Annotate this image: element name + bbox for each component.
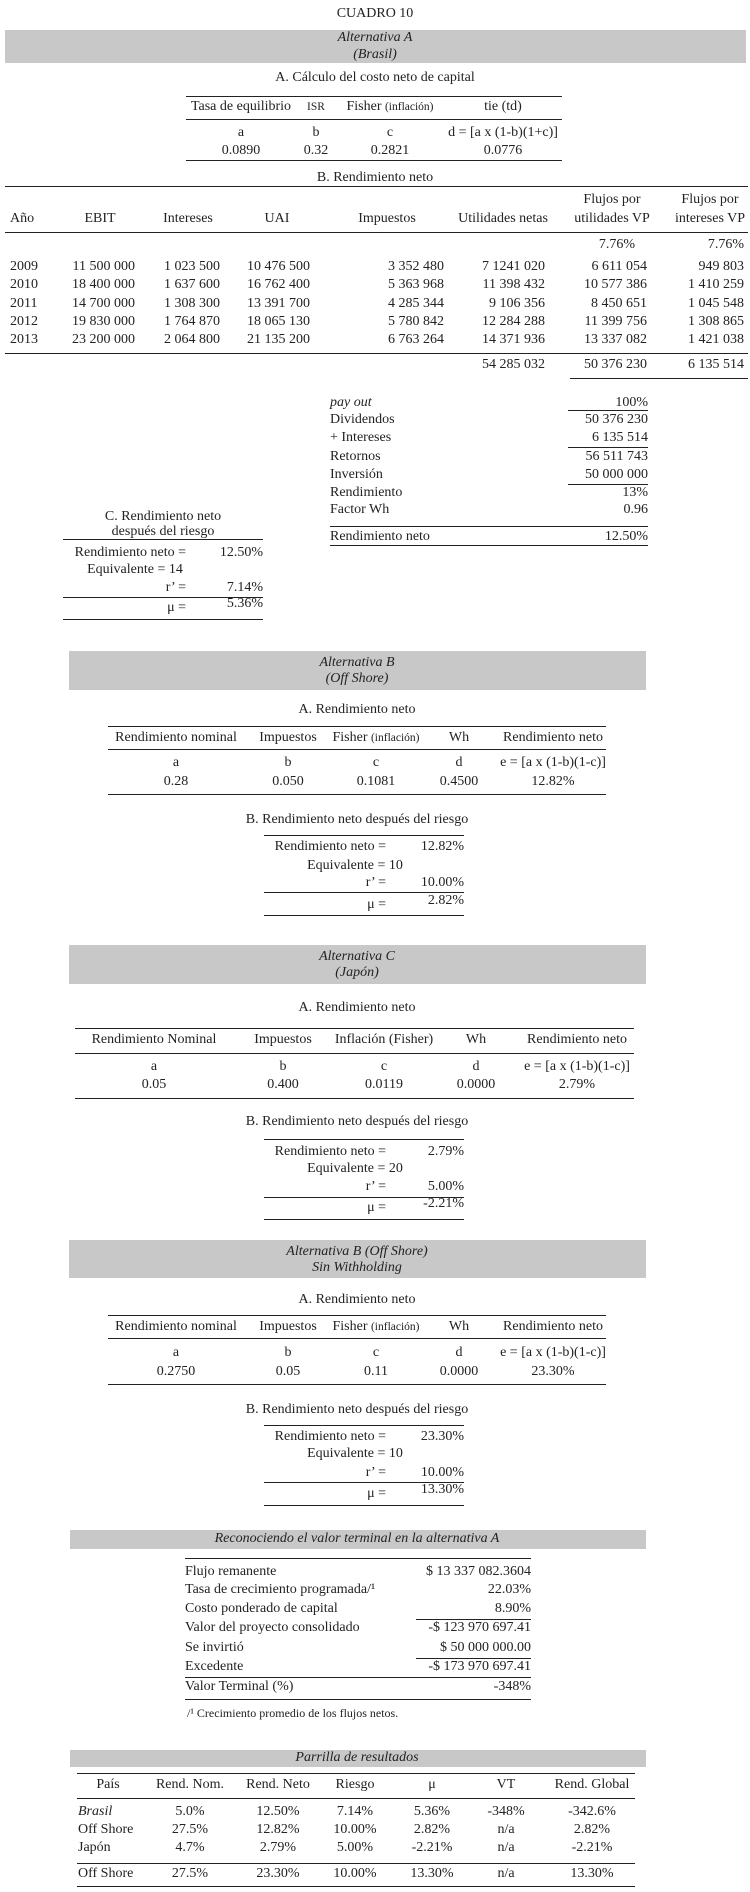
column-header: Rend. Neto: [246, 1777, 310, 1792]
table-cell: 21 135 200: [247, 332, 310, 348]
band-subtitle: (Brasil): [353, 47, 397, 62]
table-cell: 12.50%: [256, 1804, 300, 1819]
table-cell: 4.7%: [175, 1840, 205, 1855]
formula-letter: d = [a x (1-b)(1+c)]: [448, 125, 558, 140]
table-cell: 2.82%: [413, 1822, 451, 1837]
table-cell: 2.82%: [573, 1822, 611, 1837]
equivalent-label: Equivalente = 20: [307, 1161, 403, 1176]
formula-value: 12.82%: [531, 774, 575, 789]
rule-line: [108, 749, 606, 750]
rule-line: [108, 1315, 606, 1316]
value: 12.82%: [420, 839, 464, 854]
equivalent-label: Equivalente = 10: [307, 858, 403, 873]
rule-line: [108, 794, 606, 795]
terminal-value: $ 13 337 082.3604: [426, 1564, 531, 1579]
rule-line: [416, 1658, 531, 1659]
terminal-label: Tasa de crecimiento programada/¹: [185, 1582, 376, 1597]
formula-value: 0.0119: [365, 1077, 403, 1092]
footnote: /¹ Crecimiento promedio de los flujos netos.: [187, 1706, 399, 1720]
table-cell: 1 764 870: [164, 313, 220, 329]
column-header: Impuestos: [259, 1319, 317, 1334]
header-label: Fisher: [346, 99, 382, 114]
value: 2.79%: [427, 1144, 464, 1159]
value: 5.00%: [427, 1179, 464, 1194]
formula-letter: a: [172, 755, 180, 770]
payout-label: + Intereses: [330, 430, 392, 445]
table-cell: 7 1241 020: [482, 259, 545, 274]
band-title: Alternativa A: [337, 30, 413, 45]
column-header: Flujos por: [583, 192, 641, 207]
table-cell: 13 391 700: [247, 295, 310, 311]
column-header: Impuestos: [259, 730, 317, 745]
formula-letter: a: [172, 1345, 180, 1360]
rule-line: [568, 410, 648, 411]
formula-value: 0.2750: [156, 1364, 196, 1379]
rule-line: [568, 447, 648, 448]
payout-label: Dividendos: [330, 412, 395, 427]
table-cell: 2012: [10, 313, 38, 329]
section-title: B. Rendimiento neto después del riesgo: [245, 1114, 469, 1129]
terminal-value: -$ 123 970 697.41: [428, 1620, 531, 1635]
table-cell: 12 284 288: [482, 313, 545, 329]
section-title: B. Rendimiento neto después del riesgo: [245, 812, 469, 827]
column-header: Wh: [448, 1319, 470, 1334]
section-title: C. Rendimiento neto: [104, 509, 222, 524]
header-note: (inflación): [384, 101, 434, 113]
column-header: Rend. Global: [554, 1777, 630, 1792]
label: r’ =: [365, 875, 386, 890]
table-cell: 1 637 600: [164, 277, 220, 293]
label: μ =: [367, 1200, 386, 1215]
table-cell: 9 106 356: [489, 295, 545, 311]
total-cell: 6 135 514: [688, 357, 744, 372]
equivalent-label: Equivalente = 14: [87, 562, 183, 577]
column-header: Utilidades netas: [458, 211, 548, 226]
column-header: Wh: [465, 1032, 487, 1047]
band-title: Alternativa C: [319, 949, 395, 964]
header-label: Fisher: [332, 1319, 368, 1334]
band-subtitle: Sin Withholding: [312, 1260, 402, 1275]
table-cell: 5.0%: [175, 1804, 205, 1819]
payout-label: Factor Wh: [330, 502, 390, 517]
table-cell: 5 363 968: [388, 277, 444, 293]
label: μ =: [367, 897, 386, 912]
table-cell: 14 371 936: [482, 332, 545, 348]
section-title: A. Rendimiento neto: [298, 1000, 416, 1015]
table-cell: 27.5%: [171, 1822, 209, 1837]
table-cell: -2.21%: [571, 1840, 613, 1855]
table-cell: 16 762 400: [247, 277, 310, 293]
terminal-label: Excedente: [185, 1659, 244, 1674]
rule-line: [77, 1773, 635, 1774]
rule-line: [75, 1028, 634, 1029]
column-header: Riesgo: [335, 1777, 375, 1792]
formula-value: 0.05: [141, 1077, 167, 1092]
column-header: Impuestos: [358, 211, 416, 226]
terminal-value: 8.90%: [494, 1601, 531, 1616]
column-header: intereses VP: [674, 211, 746, 226]
country-cell: Off Shore: [78, 1866, 134, 1881]
terminal-label: Se invirtió: [185, 1640, 244, 1655]
column-header: EBIT: [84, 211, 116, 226]
formula-letter: b: [284, 755, 292, 770]
table-cell: 13 337 082: [584, 332, 647, 348]
header-note: (inflación): [370, 732, 420, 744]
table-cell: n/a: [497, 1866, 515, 1881]
table-cell: n/a: [497, 1822, 515, 1837]
rule-line: [416, 1619, 531, 1620]
value: -2.21%: [423, 1196, 464, 1211]
formula-letter: e = [a x (1-b)(1-c)]: [524, 1059, 630, 1074]
value: 23.30%: [420, 1429, 464, 1444]
payout-value: 0.96: [623, 502, 648, 517]
column-header: Rendimiento nominal: [115, 1319, 237, 1334]
column-header: Rendimiento Nominal: [91, 1032, 217, 1047]
rule-line: [570, 378, 748, 379]
rule-line: [63, 619, 263, 620]
column-header: Rend. Nom.: [155, 1777, 225, 1792]
terminal-label: Flujo remanente: [185, 1564, 277, 1579]
section-title: A. Rendimiento neto: [298, 702, 416, 717]
rule-line: [264, 835, 464, 836]
column-header: μ: [428, 1777, 436, 1792]
value: 2.82%: [427, 893, 464, 908]
formula-value: 0.0000: [439, 1364, 479, 1379]
table-cell: 1 045 548: [688, 295, 744, 311]
formula-letter: c: [386, 125, 394, 140]
formula-letter: b: [284, 1345, 292, 1360]
value: 10.00%: [420, 1465, 464, 1480]
column-header: Wh: [448, 730, 470, 745]
payout-value: 6 135 514: [592, 430, 648, 445]
section-title: B. Rendimiento neto: [316, 170, 434, 185]
table-cell: 18 065 130: [247, 313, 310, 329]
table-cell: 1 308 865: [688, 313, 744, 329]
table-cell: 5.36%: [413, 1804, 451, 1819]
band-title: Reconociendo el valor terminal en la alternativa A: [214, 1531, 500, 1546]
rule-line: [108, 1338, 606, 1339]
equivalent-label: Equivalente = 10: [307, 1446, 403, 1461]
rule-line: [108, 726, 606, 727]
formula-value: 0.1081: [356, 774, 396, 789]
table-cell: 6 763 264: [388, 332, 444, 348]
table-cell: 2013: [10, 332, 38, 348]
terminal-label: Valor Terminal (%): [185, 1679, 294, 1694]
table-cell: 23.30%: [256, 1866, 300, 1881]
rule-line: [5, 232, 748, 233]
formula-letter: b: [279, 1059, 287, 1074]
rule-line: [5, 186, 748, 187]
formula-letter: c: [372, 755, 380, 770]
table-cell: 1 410 259: [688, 277, 744, 293]
table-cell: n/a: [497, 1840, 515, 1855]
payout-label: Retornos: [330, 449, 381, 464]
terminal-value: -$ 173 970 697.41: [428, 1659, 531, 1674]
payout-label: pay out: [330, 395, 372, 410]
formula-value: 0.05: [275, 1364, 301, 1379]
label: Rendimiento neto =: [274, 1429, 386, 1444]
table-cell: 19 830 000: [72, 313, 135, 329]
table-cell: 2010: [10, 277, 38, 293]
column-header: ISR: [307, 101, 325, 113]
table-cell: 6 611 054: [591, 259, 647, 274]
table-cell: 11 398 432: [482, 277, 545, 293]
total-cell: 54 285 032: [482, 357, 545, 372]
payout-value: 100%: [615, 395, 648, 410]
rule-line: [75, 1098, 634, 1099]
table-cell: 5 780 842: [388, 313, 444, 329]
discount-rate: 7.76%: [598, 237, 636, 252]
column-header: Rendimiento neto: [503, 1319, 603, 1334]
header-label: Fisher: [332, 730, 368, 745]
table-cell: 2009: [10, 259, 38, 274]
column-header: Rendimiento neto: [503, 730, 603, 745]
formula-value: 0.2821: [370, 143, 410, 158]
payout-value: 50 000 000: [585, 467, 648, 482]
rule-line: [330, 526, 648, 527]
rule-line: [264, 1219, 464, 1220]
discount-rate: 7.76%: [707, 237, 744, 252]
band-title: Alternativa B (Off Shore): [286, 1244, 428, 1259]
formula-value: 0.28: [163, 774, 189, 789]
section-title: después del riesgo: [111, 524, 215, 539]
table-cell: -342.6%: [568, 1804, 616, 1819]
band-title: Parrilla de resultados: [295, 1750, 419, 1765]
formula-value: 0.4500: [439, 774, 479, 789]
column-header: Año: [10, 211, 35, 226]
value: 7.14%: [226, 580, 263, 595]
section-title: A. Rendimiento neto: [298, 1292, 416, 1307]
table-cell: 10.00%: [333, 1822, 377, 1837]
label: Rendimiento neto =: [274, 839, 386, 854]
section-title: A. Cálculo del costo neto de capital: [275, 70, 475, 85]
value: 12.50%: [219, 545, 263, 560]
table-cell: 3 352 480: [388, 259, 444, 274]
formula-value: 0.0000: [456, 1077, 496, 1092]
formula-value: 23.30%: [531, 1364, 575, 1379]
table-cell: 11 500 000: [72, 259, 135, 274]
table-cell: 2011: [10, 295, 38, 311]
column-header: País: [96, 1777, 120, 1792]
table-cell: 10.00%: [333, 1866, 377, 1881]
table-cell: 1 421 038: [688, 332, 744, 348]
table-cell: 13.30%: [570, 1866, 614, 1881]
value: 13.30%: [420, 1482, 464, 1497]
formula-value: 0.0776: [483, 143, 523, 158]
payout-value: 13%: [622, 485, 648, 500]
formula-value: 0.400: [267, 1077, 299, 1092]
country-cell: Brasil: [78, 1804, 113, 1819]
column-header: Impuestos: [254, 1032, 312, 1047]
column-header: [332, 729, 419, 747]
section-title: B. Rendimiento neto después del riesgo: [245, 1402, 469, 1417]
rule-line: [264, 1425, 464, 1426]
column-header: tie (td): [484, 99, 522, 114]
column-header: Inflación (Fisher): [334, 1032, 434, 1047]
band-subtitle: (Off Shore): [325, 671, 389, 686]
table-cell: 18 400 000: [72, 277, 135, 293]
label: Rendimiento neto =: [74, 545, 186, 560]
formula-letter: a: [237, 125, 245, 140]
table-cell: 13.30%: [410, 1866, 454, 1881]
payout-label: Rendimiento neto: [330, 529, 430, 544]
formula-letter: e = [a x (1-b)(1-c)]: [500, 755, 606, 770]
page-title: CUADRO 10: [336, 6, 414, 21]
table-cell: 23 200 000: [72, 332, 135, 348]
terminal-value: $ 50 000 000.00: [440, 1640, 531, 1655]
column-header: [346, 98, 433, 116]
header-note: (inflación): [370, 1321, 420, 1333]
formula-value: 0.11: [364, 1364, 388, 1379]
rule-line: [330, 545, 648, 546]
formula-letter: d: [455, 755, 463, 770]
column-header: utilidades VP: [574, 211, 650, 226]
terminal-label: Costo ponderado de capital: [185, 1601, 338, 1616]
rule-line: [264, 1505, 464, 1506]
table-cell: 7.14%: [336, 1804, 374, 1819]
table-cell: 2 064 800: [164, 332, 220, 348]
rule-line: [185, 1558, 531, 1559]
rule-line: [185, 1677, 531, 1678]
table-cell: 2.79%: [259, 1840, 297, 1855]
total-cell: 50 376 230: [584, 357, 647, 372]
table-cell: -2.21%: [411, 1840, 453, 1855]
formula-letter: b: [312, 125, 320, 140]
band-title: Alternativa B: [319, 655, 395, 670]
column-header: [332, 1318, 419, 1336]
column-header: UAI: [264, 211, 290, 226]
table-cell: 949 803: [698, 259, 744, 274]
payout-label: Rendimiento: [330, 485, 403, 500]
table-cell: 27.5%: [171, 1866, 209, 1881]
column-header: VT: [496, 1777, 516, 1792]
table-cell: 1 023 500: [164, 259, 220, 274]
label: μ =: [167, 600, 186, 615]
rule-line: [568, 484, 648, 485]
formula-letter: c: [372, 1345, 380, 1360]
formula-letter: d: [455, 1345, 463, 1360]
column-header: Tasa de equilibrio: [190, 99, 292, 114]
column-header: Rendimiento nominal: [115, 730, 237, 745]
rule-line: [264, 1139, 464, 1140]
rule-line: [186, 160, 562, 161]
column-header: Intereses: [163, 211, 213, 226]
rule-line: [186, 119, 562, 120]
terminal-label: Valor del proyecto consolidado: [185, 1620, 360, 1635]
rule-line: [63, 539, 263, 540]
label: Rendimiento neto =: [274, 1144, 386, 1159]
formula-value: 0.32: [303, 143, 329, 158]
formula-value: 0.050: [272, 774, 304, 789]
table-cell: 12.82%: [256, 1822, 300, 1837]
formula-letter: a: [150, 1059, 158, 1074]
table-cell: 14 700 000: [72, 295, 135, 311]
formula-value: 0.0890: [221, 143, 261, 158]
formula-value: 2.79%: [558, 1077, 596, 1092]
label: r’ =: [165, 580, 186, 595]
value: 10.00%: [420, 875, 464, 890]
payout-value: 12.50%: [604, 529, 648, 544]
formula-letter: d: [472, 1059, 480, 1074]
table-cell: 5.00%: [336, 1840, 374, 1855]
table-cell: 10 476 500: [247, 259, 310, 274]
rule-line: [75, 1053, 634, 1054]
table-cell: 11 399 756: [584, 313, 647, 329]
formula-letter: e = [a x (1-b)(1-c)]: [500, 1345, 606, 1360]
label: r’ =: [365, 1179, 386, 1194]
rule-line: [108, 1384, 606, 1385]
table-cell: 1 308 300: [164, 295, 220, 311]
terminal-value: 22.03%: [487, 1582, 531, 1597]
terminal-value: -348%: [493, 1679, 531, 1694]
country-cell: Off Shore: [78, 1822, 134, 1837]
payout-label: Inversión: [330, 467, 383, 482]
table-cell: -348%: [487, 1804, 525, 1819]
rule-line: [5, 353, 748, 354]
payout-value: 56 511 743: [585, 449, 648, 464]
country-cell: Japón: [78, 1840, 111, 1855]
column-header: Rendimiento neto: [527, 1032, 627, 1047]
value: 5.36%: [226, 596, 263, 611]
rule-line: [77, 1886, 635, 1887]
label: r’ =: [365, 1465, 386, 1480]
table-cell: 10 577 386: [584, 277, 647, 293]
table-cell: 4 285 344: [388, 295, 444, 311]
label: μ =: [367, 1486, 386, 1501]
rule-line: [185, 1699, 531, 1700]
table-cell: 8 450 651: [591, 295, 647, 311]
column-header: Flujos por: [681, 192, 739, 207]
rule-line: [264, 915, 464, 916]
band-subtitle: (Japón): [335, 965, 379, 980]
payout-value: 50 376 230: [585, 412, 648, 427]
rule-line: [77, 1798, 635, 1799]
formula-letter: c: [380, 1059, 388, 1074]
